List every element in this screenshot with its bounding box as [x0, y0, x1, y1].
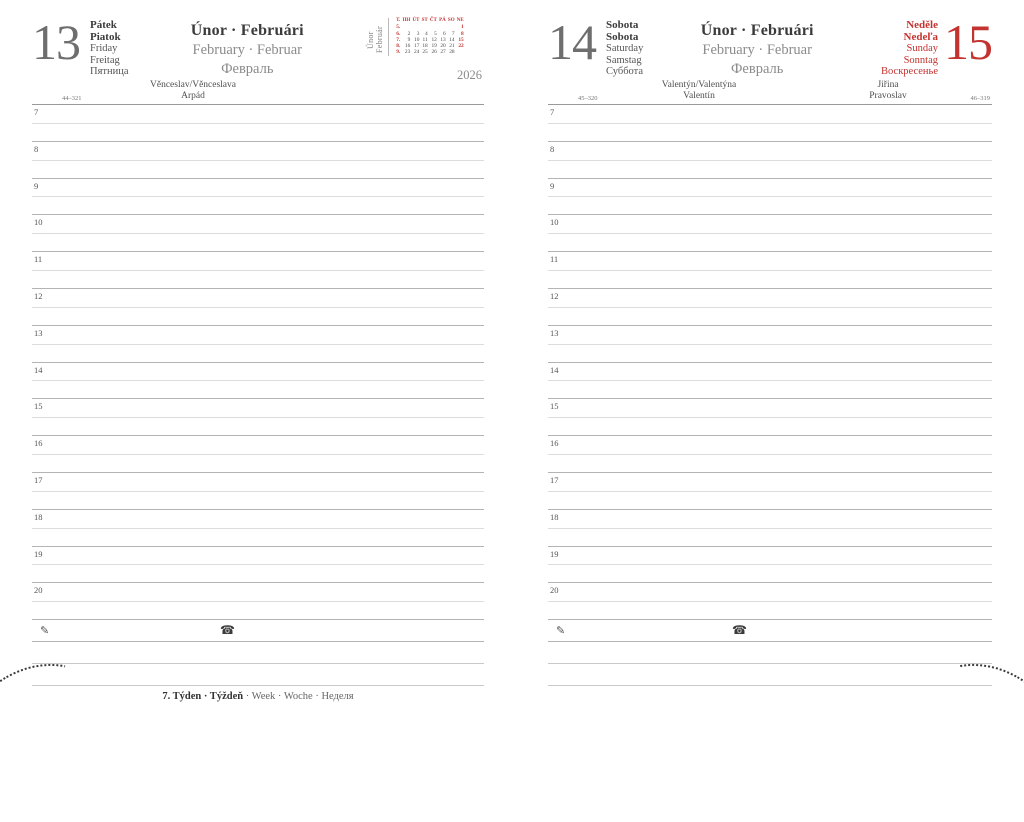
day-number-15: 15: [944, 14, 992, 70]
half-hour-line: [548, 307, 992, 308]
half-hour-line: [548, 160, 992, 161]
half-hour-line: [32, 454, 484, 455]
half-hour-line: [32, 196, 484, 197]
month-en-de: February · Februar: [192, 42, 303, 58]
half-hour-line: [548, 196, 992, 197]
minical-h-fr: PÁ: [439, 18, 446, 23]
minical-week-9: 9.: [396, 49, 401, 56]
minical-cell: 18: [422, 43, 428, 50]
month-cs-sk: Únor · Februári: [190, 22, 304, 39]
hour-label-8: 8: [34, 143, 39, 154]
half-hour-line: [32, 233, 484, 234]
hour-label-13: 13: [550, 327, 559, 338]
minical-week-7: 7.: [396, 36, 401, 43]
minical-cell-sunday: 8: [461, 30, 464, 37]
day-name-en: Saturday: [606, 43, 644, 54]
minical-cell-sunday: 22: [458, 43, 464, 50]
minical-h-we: ST: [421, 18, 428, 23]
day-number-14: 14: [548, 14, 596, 70]
minical-cell: 25: [422, 49, 428, 56]
hour-label-20: 20: [550, 585, 559, 596]
hour-label-10: 10: [34, 217, 43, 228]
week-number-left: 44–321: [62, 95, 82, 102]
minical-cell: 16: [404, 43, 411, 50]
hour-label-17: 17: [550, 474, 559, 485]
name-day-row-left: [32, 82, 484, 105]
hour-row-12[interactable]: [548, 289, 992, 326]
name-day-sk: Valentín: [683, 91, 715, 101]
hour-row-15[interactable]: [32, 399, 484, 436]
minical-cell: 23: [404, 49, 411, 56]
half-hour-line: [32, 528, 484, 529]
mini-calendar: [366, 0, 484, 62]
half-hour-line: [548, 123, 992, 124]
minical-cell: 26: [431, 49, 437, 56]
hour-label-7: 7: [34, 107, 39, 117]
day-names-saturday: [596, 0, 643, 78]
name-day-sk: Arpád: [181, 91, 205, 101]
hour-row-18[interactable]: [548, 510, 992, 547]
notes-header-left: [32, 620, 484, 642]
hour-grid-left: [32, 105, 484, 620]
month-ru: Февраль: [221, 61, 274, 77]
hour-row-7[interactable]: [548, 105, 992, 142]
half-hour-line: [32, 417, 484, 418]
day-name-en: Friday: [90, 43, 118, 54]
day-name-sk-sunday: Nedeľa: [903, 30, 938, 43]
minical-h-sa: SO: [447, 18, 455, 23]
day-number-13: 13: [32, 14, 80, 70]
hour-row-19[interactable]: [32, 547, 484, 584]
hour-row-8[interactable]: [548, 142, 992, 179]
minical-cell: 17: [414, 43, 420, 50]
half-hour-line: [548, 528, 992, 529]
half-hour-line: [32, 491, 484, 492]
name-day-right-sunday: [828, 80, 948, 102]
hour-row-14[interactable]: [32, 363, 484, 400]
page-left: [0, 0, 512, 734]
minical-cell: 2: [407, 30, 411, 37]
mini-calendar-grid: [388, 18, 465, 56]
day-names-left: [80, 0, 129, 78]
name-day-center-left: [92, 80, 294, 102]
notes-header-right: [548, 620, 992, 642]
month-ru: Февраль: [730, 61, 784, 77]
hour-row-13[interactable]: [32, 326, 484, 363]
hour-row-13[interactable]: [548, 326, 992, 363]
hour-row-9[interactable]: [548, 179, 992, 216]
month-titles-left: [129, 0, 366, 78]
mini-calendar-month-label: Únor Február: [366, 26, 384, 54]
hour-label-9: 9: [34, 180, 39, 191]
half-hour-line: [32, 601, 484, 602]
hour-label-15: 15: [34, 401, 43, 412]
half-hour-line: [32, 307, 484, 308]
month-titles-right: [643, 0, 871, 78]
half-hour-line: [548, 344, 992, 345]
hour-row-10[interactable]: [548, 215, 992, 252]
minical-h-tu: ÚT: [412, 18, 420, 23]
half-hour-line: [548, 380, 992, 381]
hour-label-14: 14: [550, 364, 559, 375]
hour-label-7: 7: [550, 107, 555, 117]
day-name-sk: Sobota: [606, 30, 639, 43]
minical-cell-sunday: [456, 49, 465, 55]
half-hour-line: [32, 123, 484, 124]
minical-cell: 11: [422, 36, 428, 43]
pencil-icon: ✎: [40, 625, 50, 638]
pencil-icon: ✎: [556, 625, 566, 638]
note-line[interactable]: [548, 642, 992, 664]
half-hour-line: [548, 233, 992, 234]
hour-label-18: 18: [550, 511, 559, 522]
minical-h-mo: ПН: [402, 18, 411, 23]
minical-cell: 14: [449, 36, 455, 43]
week-number-saturday: 45–320: [578, 95, 598, 102]
day-name-cs: Sobota: [606, 19, 639, 31]
mini-calendar-header-row: [395, 18, 465, 24]
page-right: [512, 0, 1024, 734]
hour-row-16[interactable]: [32, 436, 484, 473]
minical-week-5: 5.: [396, 24, 401, 31]
minical-cell: 24: [414, 49, 420, 56]
hour-grid-right: [548, 105, 992, 620]
day-name-ru: Суббота: [606, 66, 644, 77]
hour-row-17[interactable]: [548, 473, 992, 510]
day-name-cs-sunday: Neděle: [906, 19, 938, 31]
name-day-row-right: [548, 82, 992, 105]
hour-label-12: 12: [34, 290, 43, 301]
half-hour-line: [548, 270, 992, 271]
hour-row-15[interactable]: [548, 399, 992, 436]
hour-row-11[interactable]: [32, 252, 484, 289]
half-hour-line: [32, 564, 484, 565]
minical-cell: 5: [434, 30, 437, 37]
minical-cell: 4: [425, 30, 428, 37]
hour-row-9[interactable]: [32, 179, 484, 216]
phone-icon: ☎: [732, 623, 747, 638]
day-name-en-sunday: Sunday: [906, 43, 938, 54]
minical-cell: 20: [440, 43, 446, 50]
week-number-sunday: 46–319: [970, 95, 990, 102]
hour-row-11[interactable]: [548, 252, 992, 289]
day-name-de-sunday: Sonntag: [903, 54, 938, 66]
name-day-sk-sunday: Pravoslav: [869, 91, 907, 101]
hour-label-13: 13: [34, 327, 43, 338]
hour-row-20[interactable]: [32, 583, 484, 620]
half-hour-line: [32, 344, 484, 345]
half-hour-line: [32, 160, 484, 161]
hour-label-18: 18: [34, 511, 43, 522]
minical-cell-sunday: 15: [458, 36, 464, 43]
name-day-center-right: [606, 80, 792, 102]
hour-label-15: 15: [550, 401, 559, 412]
hour-label-12: 12: [550, 290, 559, 301]
minical-cell: 10: [414, 36, 420, 43]
name-day-cs-sunday: Jiřina: [877, 80, 899, 90]
minical-cell: 21: [449, 43, 455, 50]
hour-row-10[interactable]: [32, 215, 484, 252]
day-name-ru-sunday: Воскресенье: [881, 66, 938, 77]
half-hour-line: [548, 491, 992, 492]
minical-cell: 27: [440, 49, 446, 56]
hour-label-17: 17: [34, 474, 43, 485]
hour-label-16: 16: [34, 438, 43, 449]
half-hour-line: [32, 380, 484, 381]
day-name-ru: Пятница: [90, 66, 129, 77]
hour-label-11: 11: [34, 254, 43, 265]
minical-cell: 6: [443, 30, 446, 37]
hour-row-16[interactable]: [548, 436, 992, 473]
day-name-de: Freitag: [90, 54, 120, 66]
hour-label-19: 19: [550, 548, 559, 559]
name-day-cs: Věnceslav/Věnceslava: [150, 80, 236, 90]
minical-cell: 12: [431, 36, 437, 43]
half-hour-line: [548, 454, 992, 455]
day-name-sk: Piatok: [90, 30, 121, 43]
minical-cell: 9: [407, 36, 411, 43]
week-footer-rest: · Week · Woche · Неделя: [243, 691, 354, 702]
minical-cell: 3: [416, 30, 420, 37]
hour-row-8[interactable]: [32, 142, 484, 179]
minical-cell: 28: [449, 49, 455, 56]
page-right-header: [548, 0, 992, 82]
day-names-sunday: [871, 0, 944, 78]
half-hour-line: [548, 564, 992, 565]
hour-row-12[interactable]: [32, 289, 484, 326]
table-row: [395, 49, 465, 55]
month-cs-sk: Únor · Februári: [700, 22, 814, 39]
day-name-cs: Pátek: [90, 19, 117, 31]
week-footer-number: 7. Týden · Týždeň: [162, 691, 244, 702]
name-day-cs: Valentýn/Valentýna: [661, 80, 737, 90]
minical-h-th: ČT: [429, 18, 437, 23]
half-hour-line: [548, 601, 992, 602]
minical-h-su: NE: [456, 18, 464, 23]
page-left-header: [32, 0, 484, 82]
hour-label-11: 11: [550, 254, 559, 265]
month-en-de: February · Februar: [702, 42, 812, 58]
hour-row-20[interactable]: [548, 583, 992, 620]
half-hour-line: [548, 417, 992, 418]
minical-cell-sunday: 1: [461, 24, 464, 31]
minical-cell: 19: [431, 43, 437, 50]
hour-label-16: 16: [550, 438, 559, 449]
hour-label-20: 20: [34, 585, 43, 596]
year-label: 2026: [457, 68, 482, 82]
minical-week-8: 8.: [396, 43, 401, 50]
minical-cell: 7: [451, 30, 455, 37]
hour-row-19[interactable]: [548, 547, 992, 584]
minical-h-t: T.: [396, 18, 401, 23]
minical-cell: 13: [440, 36, 446, 43]
day-name-de: Samstag: [606, 54, 642, 66]
hour-label-9: 9: [550, 180, 555, 191]
hour-label-14: 14: [34, 364, 43, 375]
hour-row-7[interactable]: [32, 105, 484, 142]
hour-row-17[interactable]: [32, 473, 484, 510]
hour-label-8: 8: [550, 143, 555, 154]
note-line[interactable]: [32, 664, 484, 686]
hour-row-14[interactable]: [548, 363, 992, 400]
phone-icon: ☎: [220, 623, 235, 638]
half-hour-line: [32, 270, 484, 271]
minical-week-6: 6.: [396, 30, 401, 37]
hour-row-18[interactable]: [32, 510, 484, 547]
hour-label-19: 19: [34, 548, 43, 559]
hour-label-10: 10: [550, 217, 559, 228]
note-line[interactable]: [32, 642, 484, 664]
